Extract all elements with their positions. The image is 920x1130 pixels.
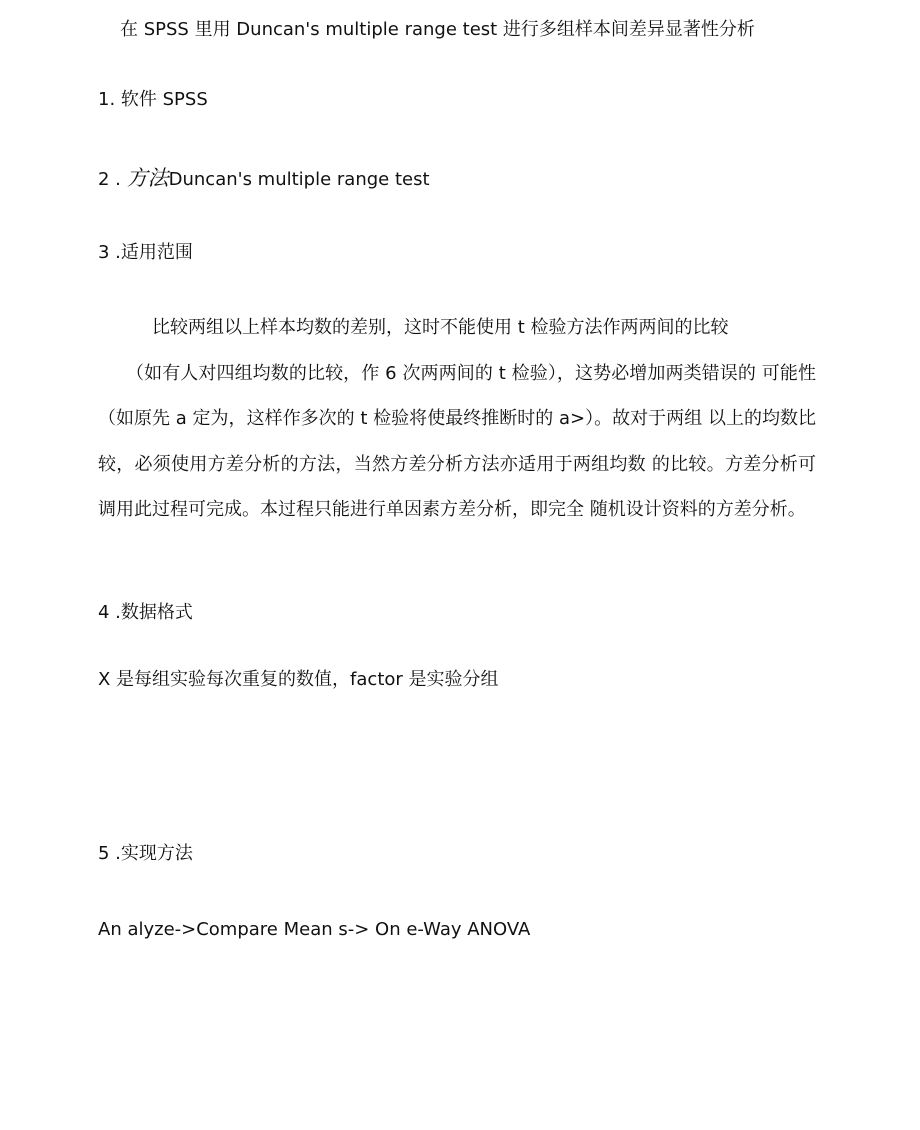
section-2-heading	[98, 166, 430, 192]
section-3-heading: 3 .适用范围	[98, 242, 193, 263]
section-4-heading: 4 .数据格式	[98, 602, 193, 623]
section-1-heading: 1. 软件 SPSS	[98, 89, 208, 110]
section-2-method-word: 方法	[126, 166, 169, 190]
menu-path-text: An alyze->Compare Mean s-> On e-Way ANOVA	[98, 919, 531, 940]
scope-paragraph-body: （如有人对四组均数的比较，作 6 次两两间的 t 检验），这势必增加两类错误的 可能性（如原先 a 定为，这样作多次的 t 检验将使最终推断时的 a>）。故对于两组 以上的均数比较，必须使用方差分析的方法，当然方差分析方法亦适用于两组均数 的比较。方差分析可调用此过程可完成。本过程只能进行单因素方差分析，即完全 随机设计资料的方差分析。	[98, 362, 816, 521]
section-5-heading: 5 .实现方法	[98, 843, 193, 864]
section-2-number: 2 .	[98, 169, 127, 190]
scope-paragraph	[98, 305, 816, 533]
data-format-description: X 是每组实验每次重复的数值，factor 是实验分组	[98, 669, 499, 690]
scope-paragraph-first-line: 比较两组以上样本均数的差别，这时不能使用 t 检验方法作两两间的比较	[152, 317, 729, 338]
document-title: 在 SPSS 里用 Duncan's multiple range test 进行多组样本间差异显著性分析	[120, 19, 755, 40]
section-2-method-name: Duncan's multiple range test	[168, 169, 430, 190]
